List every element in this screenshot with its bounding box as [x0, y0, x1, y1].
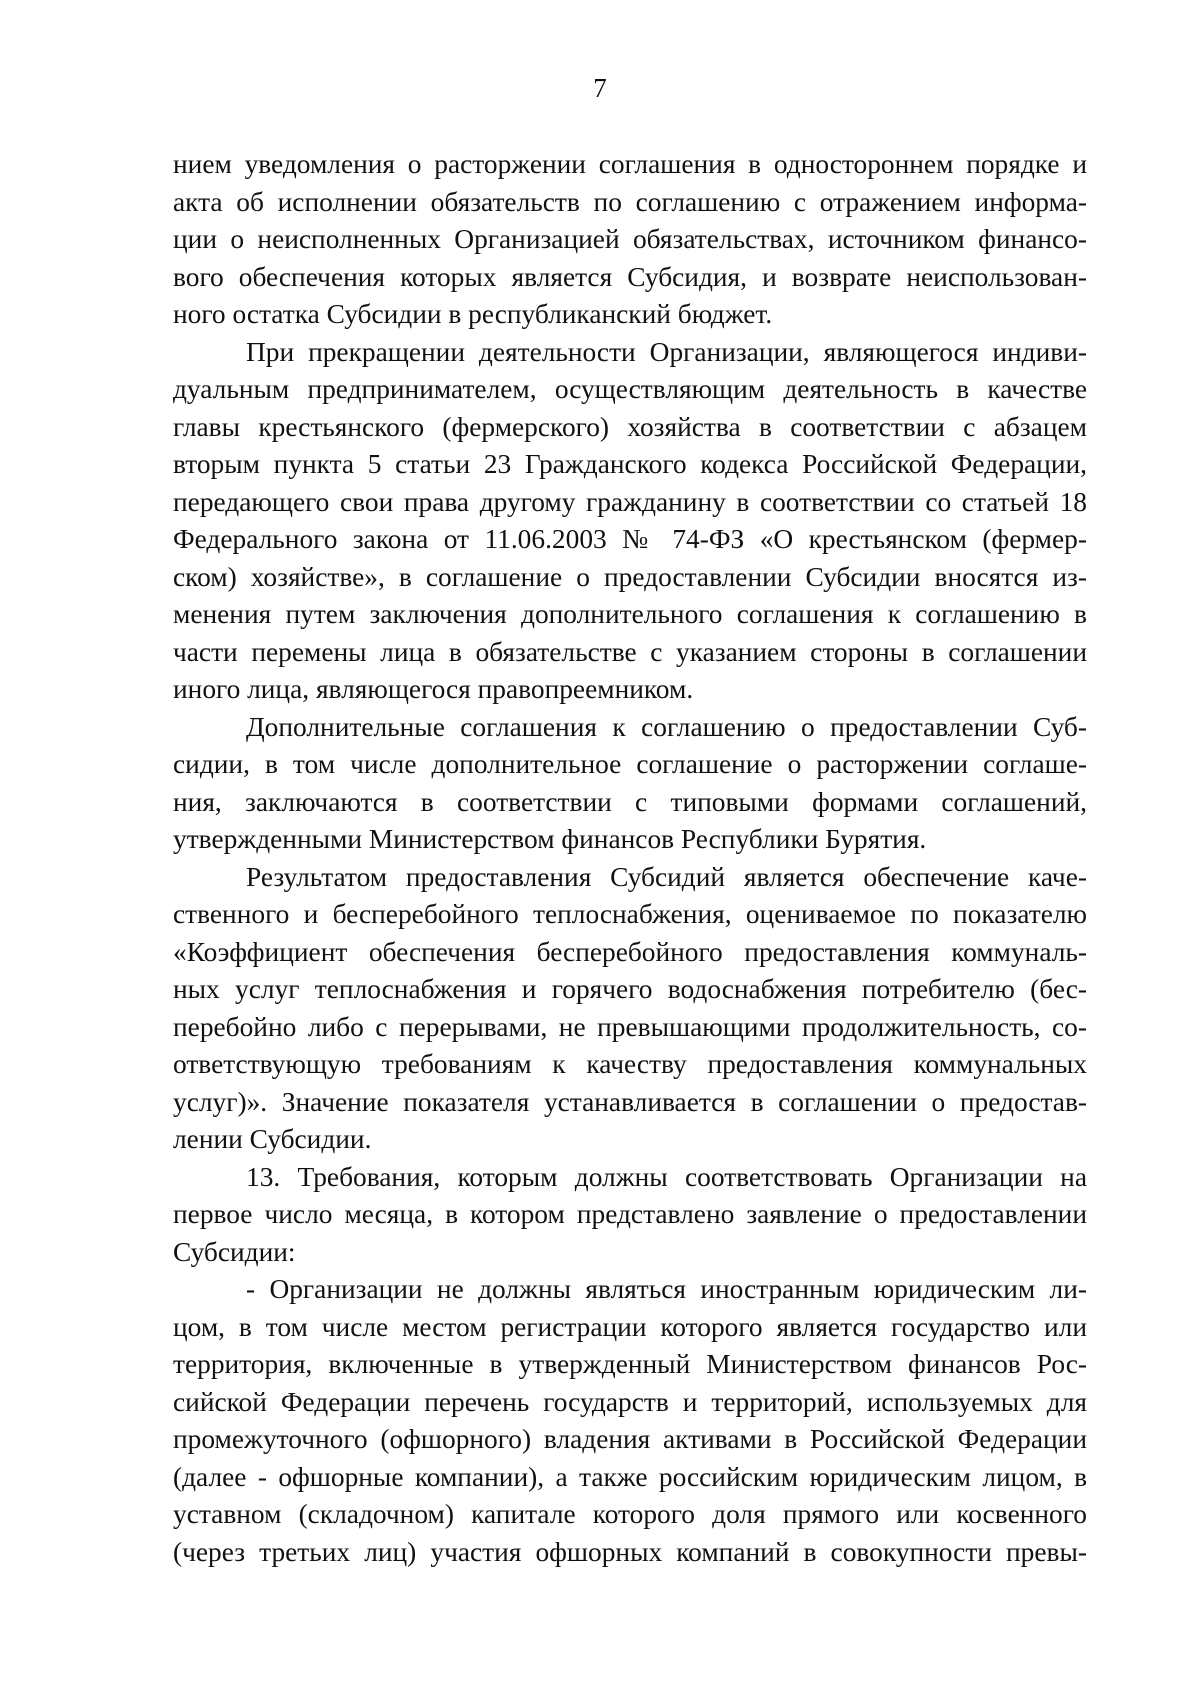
- paragraph: [173, 1271, 1087, 1571]
- text-line: вого обеспечения которых является Субсидия, и возврате неиспользован-: [173, 261, 1087, 292]
- text-line: ных услуг теплоснабжения и горячего водоснабжения потребителю (бес-: [173, 974, 1087, 1004]
- text-line: промежуточного (офшорного) владения активами в Российской Федерации: [173, 1424, 1087, 1454]
- text-line: нием уведомления о расторжении соглашения в одностороннем порядке и: [173, 149, 1087, 179]
- paragraph: [173, 859, 1087, 1159]
- text-line: При прекращении деятельности Организации, являющегося индиви-: [246, 336, 1087, 367]
- text-line: менения путем заключения дополнительного соглашения к соглашению в: [173, 599, 1087, 629]
- paragraph: [173, 1159, 1087, 1272]
- page-number: 7: [593, 73, 607, 103]
- text-line: передающего свои права другому гражданину в соответствии со статьей 18: [173, 486, 1087, 517]
- text-line: утвержденными Министерством финансов Республики Бурятия.: [173, 824, 927, 854]
- text-line: Дополнительные соглашения к соглашению о предоставлении Суб-: [246, 711, 1087, 742]
- text-line: Федерального закона от 11.06.2003 № 74-ФЗ «О крестьянском (фермер-: [173, 524, 1087, 554]
- document-body: [173, 146, 1087, 1571]
- text-line: главы крестьянского (фермерского) хозяйства в соответствии с абзацем: [173, 411, 1087, 442]
- text-line: части перемены лица в обязательстве с указанием стороны в соглашении: [173, 636, 1087, 667]
- paragraph: [173, 334, 1087, 709]
- text-line: ния, заключаются в соответствии с типовыми формами соглашений,: [173, 786, 1087, 817]
- text-line: «Коэффициент обеспечения бесперебойного предоставления коммуналь-: [173, 936, 1087, 967]
- text-line: ного остатка Субсидии в республиканский бюджет.: [173, 299, 773, 329]
- text-line: сидии, в том числе дополнительное соглашение о расторжении соглаше-: [173, 749, 1087, 779]
- text-line: Результатом предоставления Субсидий является обеспечение каче-: [246, 861, 1087, 892]
- text-line: вторым пункта 5 статьи 23 Гражданского кодекса Российской Федерации,: [173, 449, 1087, 479]
- text-line: (далее - офшорные компании), а также российским юридическим лицом, в: [173, 1461, 1087, 1492]
- text-line: сийской Федерации перечень государств и территорий, используемых для: [173, 1386, 1087, 1417]
- text-line: услуг)». Значение показателя устанавливается в соглашении о предостав-: [173, 1086, 1087, 1117]
- text-line: дуальным предпринимателем, осуществляющим деятельность в качестве: [173, 374, 1087, 404]
- text-line: территория, включенные в утвержденный Министерством финансов Рос-: [173, 1349, 1087, 1379]
- text-line: ции о неисполненных Организацией обязательствах, источником финансо-: [173, 224, 1087, 254]
- text-line: - Организации не должны являться иностранным юридическим ли-: [246, 1274, 1087, 1304]
- text-line: иного лица, являющегося правопреемником.: [173, 674, 694, 704]
- text-line: Субсидии:: [173, 1236, 296, 1267]
- paragraph: [173, 146, 1087, 334]
- text-line: уставном (складочном) капитале которого доля прямого или косвенного: [173, 1499, 1087, 1529]
- text-line: ственного и бесперебойного теплоснабжения, оцениваемое по показателю: [173, 899, 1087, 929]
- text-line: (через третьих лиц) участия офшорных компаний в совокупности превы-: [173, 1536, 1087, 1567]
- text-line: ском) хозяйстве», в соглашение о предоставлении Субсидии вносятся из-: [173, 561, 1087, 592]
- paragraph: [173, 709, 1087, 859]
- text-line: ответствующую требованиям к качеству предоставления коммунальных: [173, 1049, 1087, 1079]
- text-line: первое число месяца, в котором представлено заявление о предоставлении: [173, 1199, 1087, 1229]
- text-line: лении Субсидии.: [173, 1124, 372, 1154]
- text-line: перебойно либо с перерывами, не превышающими продолжительность, со-: [173, 1011, 1087, 1042]
- text-line: акта об исполнении обязательств по соглашению с отражением информа-: [173, 186, 1087, 217]
- text-line: 13. Требования, которым должны соответствовать Организации на: [246, 1161, 1087, 1192]
- text-line: цом, в том числе местом регистрации которого является государство или: [173, 1311, 1087, 1342]
